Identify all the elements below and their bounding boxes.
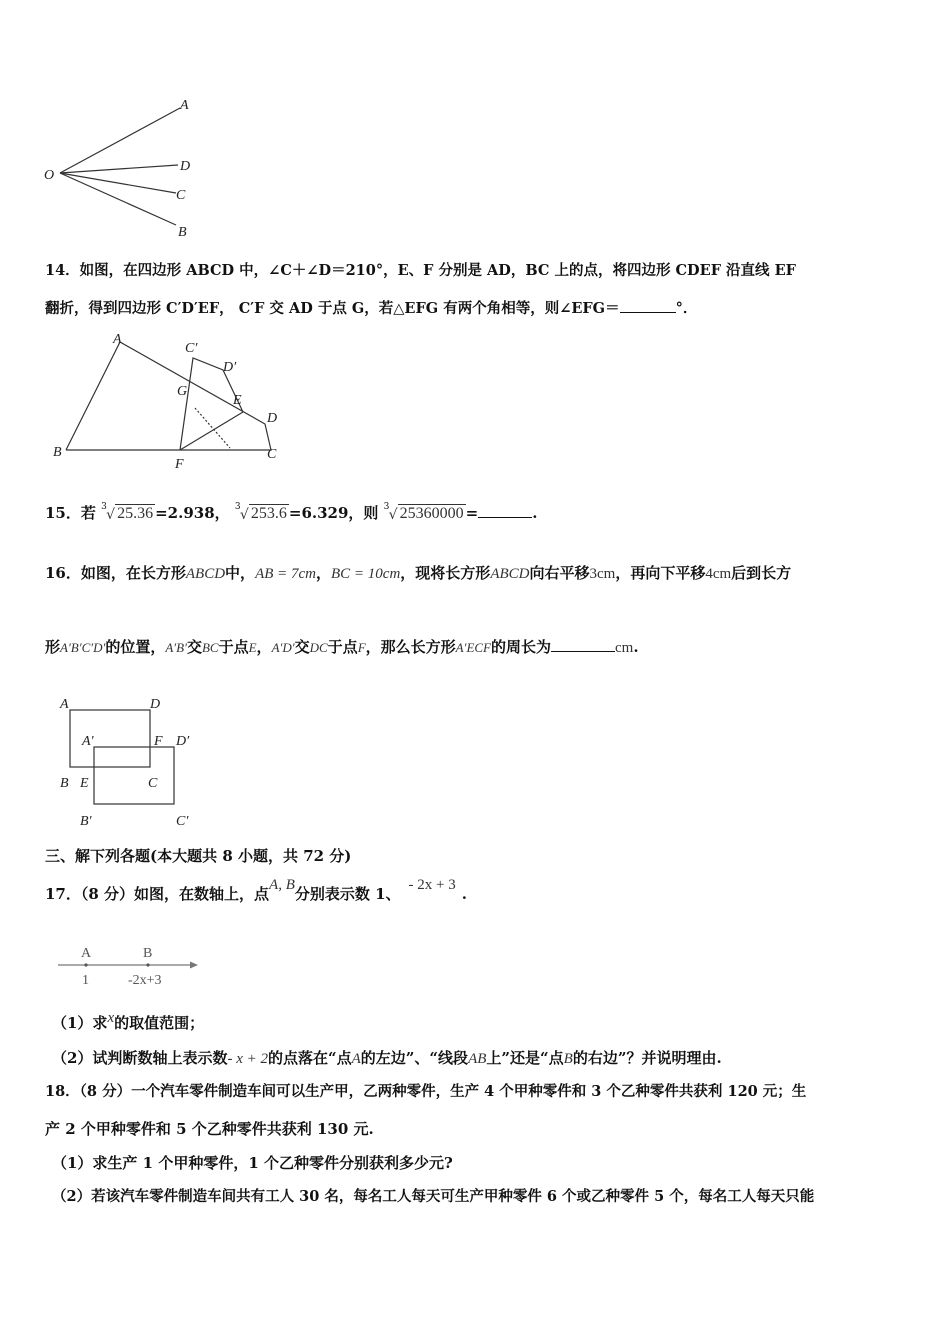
- q15-value-2: =6.329，则: [288, 504, 379, 522]
- q17-text: 的点落在“点: [267, 1049, 352, 1067]
- label-d: D: [180, 159, 191, 174]
- fig16-label-d1: D′: [176, 734, 190, 749]
- math-abcd: ABCD: [490, 566, 530, 582]
- radical-sign-icon: √: [239, 507, 249, 523]
- q17-text: 17．（8 分）如图，在数轴上，点: [45, 885, 270, 903]
- root-index: 3: [234, 502, 241, 512]
- fold-line-ef: [180, 412, 243, 450]
- q14-degree: °．: [675, 300, 698, 317]
- number-line-label-b: B: [143, 946, 153, 961]
- number-line-figure: [52, 940, 212, 992]
- fig16-label-b: B: [60, 776, 69, 791]
- cube-root-1: [101, 503, 155, 524]
- q18-line2: 产 2 个甲种零件和 5 个乙种零件共获利 130 元.: [45, 1120, 374, 1138]
- section-3-heading: 三、解下列各题(本大题共 8 小题，共 72 分): [45, 847, 352, 865]
- q16-text: ，: [256, 638, 272, 656]
- q15-end: .: [532, 504, 538, 522]
- q16-line2: [45, 637, 639, 658]
- math-ab: AB: [468, 1051, 487, 1067]
- math-a: A: [351, 1051, 361, 1067]
- label-b: B: [178, 225, 187, 240]
- q18-line1: 18．（8 分）一个汽车零件制造车间可以生产甲，乙两种零件，生产 4 个甲种零件和 3 个乙种零件共获利 120 元；生: [45, 1083, 807, 1100]
- fig16-label-e: E: [80, 776, 89, 791]
- q14-line1: 14．如图，在四边形 ABCD 中，∠C＋∠D＝210°，E、F 分别是 AD，BC 上的点，将四边形 CDEF 沿直线 EF: [45, 262, 796, 279]
- q17-text: 分别表示数 1、: [294, 885, 401, 903]
- ray-oc: [60, 173, 176, 193]
- q16-text: 于点: [218, 638, 249, 656]
- q15-equals: =: [465, 504, 479, 522]
- point-a: [84, 963, 87, 966]
- q17-text: （1）求: [52, 1014, 108, 1032]
- math-a1b1: A′B′: [165, 640, 187, 655]
- ray-oa: [60, 108, 180, 173]
- rect-a1b1c1d1: [94, 747, 174, 804]
- angle-rays-figure: [40, 95, 210, 245]
- math-e: E: [248, 640, 257, 655]
- math-b: B: [563, 1051, 573, 1067]
- q17-line1: [45, 877, 467, 905]
- q15-prefix: 15．若: [45, 504, 96, 522]
- q16-text: .: [633, 638, 639, 656]
- q15-answer-blank: [478, 503, 532, 518]
- fig14-label-c1: C′: [185, 341, 198, 356]
- math-abcd: ABCD: [185, 566, 226, 582]
- math-expr: - 2x + 3: [408, 877, 456, 893]
- fig14-label-a: A: [113, 332, 122, 347]
- root-index: 3: [101, 502, 107, 512]
- math-a1b1c1d1: A′B′C′D′: [60, 640, 106, 655]
- math-a1d1: A′D′: [271, 640, 295, 655]
- quadrilateral-fold-figure: [45, 330, 295, 475]
- q14-answer-blank: [620, 298, 676, 313]
- q16-text: 于点: [327, 638, 358, 656]
- q17-text: .: [461, 885, 467, 903]
- q17-text: 的取值范围；: [114, 1014, 205, 1032]
- radical-sign-icon: √: [388, 507, 398, 523]
- fig16-label-b1: B′: [80, 814, 92, 829]
- q16-answer-blank: [551, 637, 615, 652]
- q15-line: [45, 503, 537, 524]
- math-dc: DC: [309, 640, 328, 655]
- math-x: x: [107, 1010, 115, 1026]
- q16-text: 16．如图，在长方形: [45, 564, 186, 582]
- math-f: F: [357, 640, 366, 655]
- q16-line1: [45, 563, 791, 584]
- q16-text: ，现将长方形: [400, 564, 491, 582]
- q16-text: 交: [186, 638, 202, 656]
- q18-sub1: （1）求生产 1 个甲种零件，1 个乙种零件分别获利多少元?: [52, 1154, 453, 1172]
- fig14-label-d1: D′: [223, 360, 237, 375]
- q17-sub2: [52, 1048, 722, 1069]
- cube-root-2: [235, 503, 289, 524]
- q16-text: 形: [45, 638, 61, 656]
- fig16-label-c: C: [148, 776, 158, 791]
- math-neg-x-plus-2: - x + 2: [227, 1051, 268, 1067]
- axis-arrow-icon: [190, 962, 198, 969]
- math-ab-points: A, B: [269, 877, 295, 893]
- number-line-value-1: 1: [82, 973, 89, 988]
- q18-sub2: （2）若该汽车零件制造车间共有工人 30 名，每名工人每天可生产甲种零件 6 个或乙种零件 5 个，每名工人每天只能: [52, 1188, 815, 1205]
- label-a: A: [180, 98, 189, 113]
- dotted-line: [195, 408, 230, 448]
- fig16-label-f: F: [154, 734, 163, 749]
- root-index: 3: [383, 502, 390, 512]
- cube-root-3: [384, 503, 466, 524]
- math-bc: BC = 10cm: [331, 566, 401, 582]
- q16-text: ，: [316, 564, 332, 582]
- fig16-label-c1: C′: [176, 814, 189, 829]
- fig14-label-e: E: [233, 393, 242, 408]
- fig16-label-a1: A′: [82, 734, 94, 749]
- q16-text: 向右平移: [529, 564, 590, 582]
- math-a1ecf: A′ECF: [455, 640, 491, 655]
- math-cm: cm: [615, 640, 634, 656]
- math-ab: AB = 7cm: [255, 566, 316, 582]
- radicand-2: 253.6: [250, 505, 287, 522]
- q16-text: 的周长为: [491, 638, 552, 656]
- radicand-1: 25.36: [117, 505, 154, 522]
- point-b: [146, 963, 149, 966]
- q17-text: 的右边”？并说明理由.: [572, 1049, 722, 1067]
- ray-od: [60, 165, 178, 173]
- label-o: O: [44, 168, 55, 183]
- q17-text: 的左边”、“线段: [360, 1049, 469, 1067]
- math-4cm: 4cm: [705, 566, 732, 582]
- q16-text: 的位置，: [105, 638, 166, 656]
- q16-text: ，再向下平移: [615, 564, 706, 582]
- q17-sub1: [52, 1010, 205, 1034]
- q14-line2-text: 翻折，得到四边形 C′D′EF， C′F 交 AD 于点 G，若△EFG 有两个角相等，则∠EFG＝: [45, 300, 620, 317]
- fig16-label-a: A: [60, 697, 69, 712]
- fig14-label-d: D: [267, 411, 278, 426]
- number-line-label-a: A: [81, 946, 92, 961]
- radicand-3: 25360000: [399, 505, 464, 522]
- math-bc: BC: [201, 640, 219, 655]
- radical-sign-icon: √: [106, 507, 116, 523]
- q14-line2: [45, 298, 697, 319]
- q17-text: 上”还是“点: [486, 1049, 564, 1067]
- q16-text: 中，: [225, 564, 256, 582]
- fig16-label-d: D: [150, 697, 161, 712]
- fig14-label-f: F: [175, 457, 184, 472]
- q16-text: ，那么长方形: [365, 638, 456, 656]
- q16-text: 交: [294, 638, 310, 656]
- fig14-label-g: G: [177, 384, 188, 399]
- rectangles-translation-figure: [52, 695, 212, 830]
- q17-text: （2）试判断数轴上表示数: [52, 1049, 228, 1067]
- q15-value-1: =2.938，: [155, 504, 230, 522]
- fig14-label-c: C: [267, 447, 277, 462]
- math-3cm: 3cm: [589, 566, 616, 582]
- number-line-value-expr: -2x+3: [128, 973, 162, 988]
- fig14-label-b: B: [53, 445, 62, 460]
- q16-text: 后到长方: [731, 564, 792, 582]
- label-c: C: [176, 188, 186, 203]
- ray-ob: [60, 173, 176, 225]
